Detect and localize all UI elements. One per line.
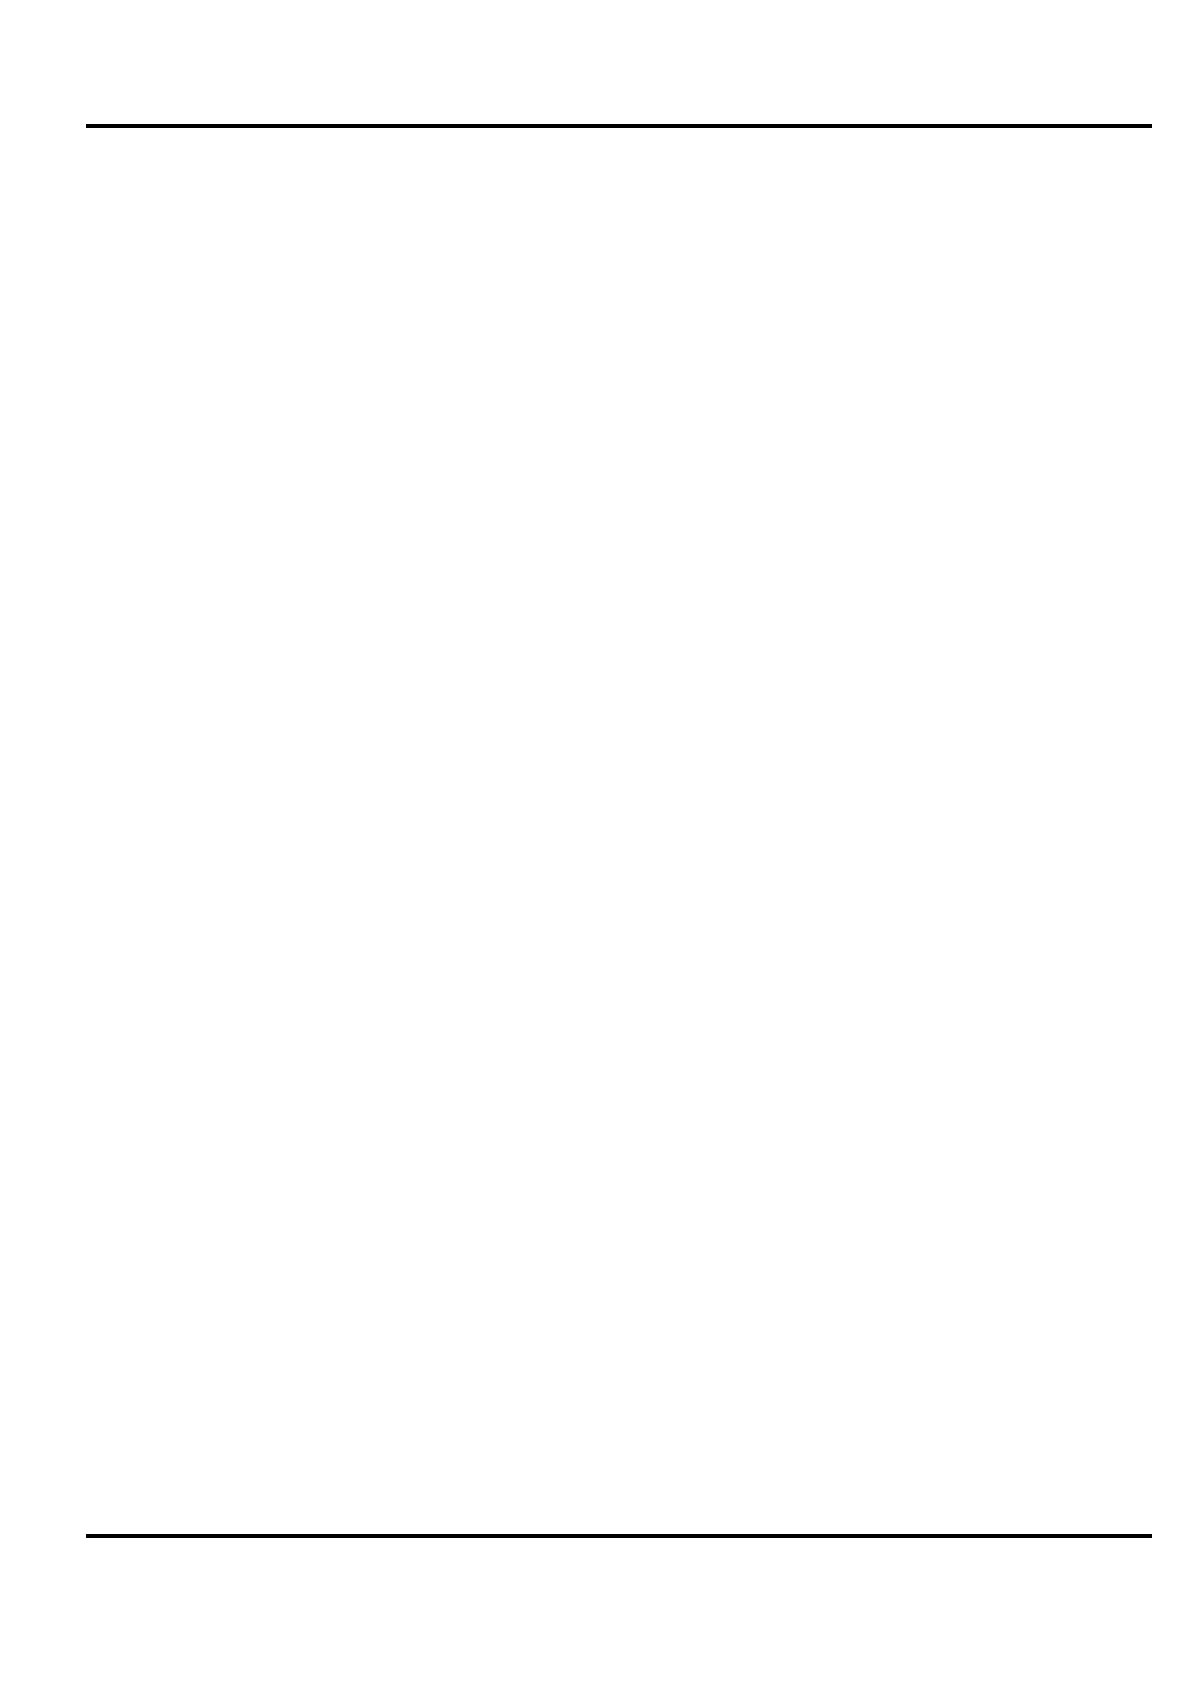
- next-section-rule: [86, 1534, 1152, 1538]
- title-rule: [86, 124, 1152, 128]
